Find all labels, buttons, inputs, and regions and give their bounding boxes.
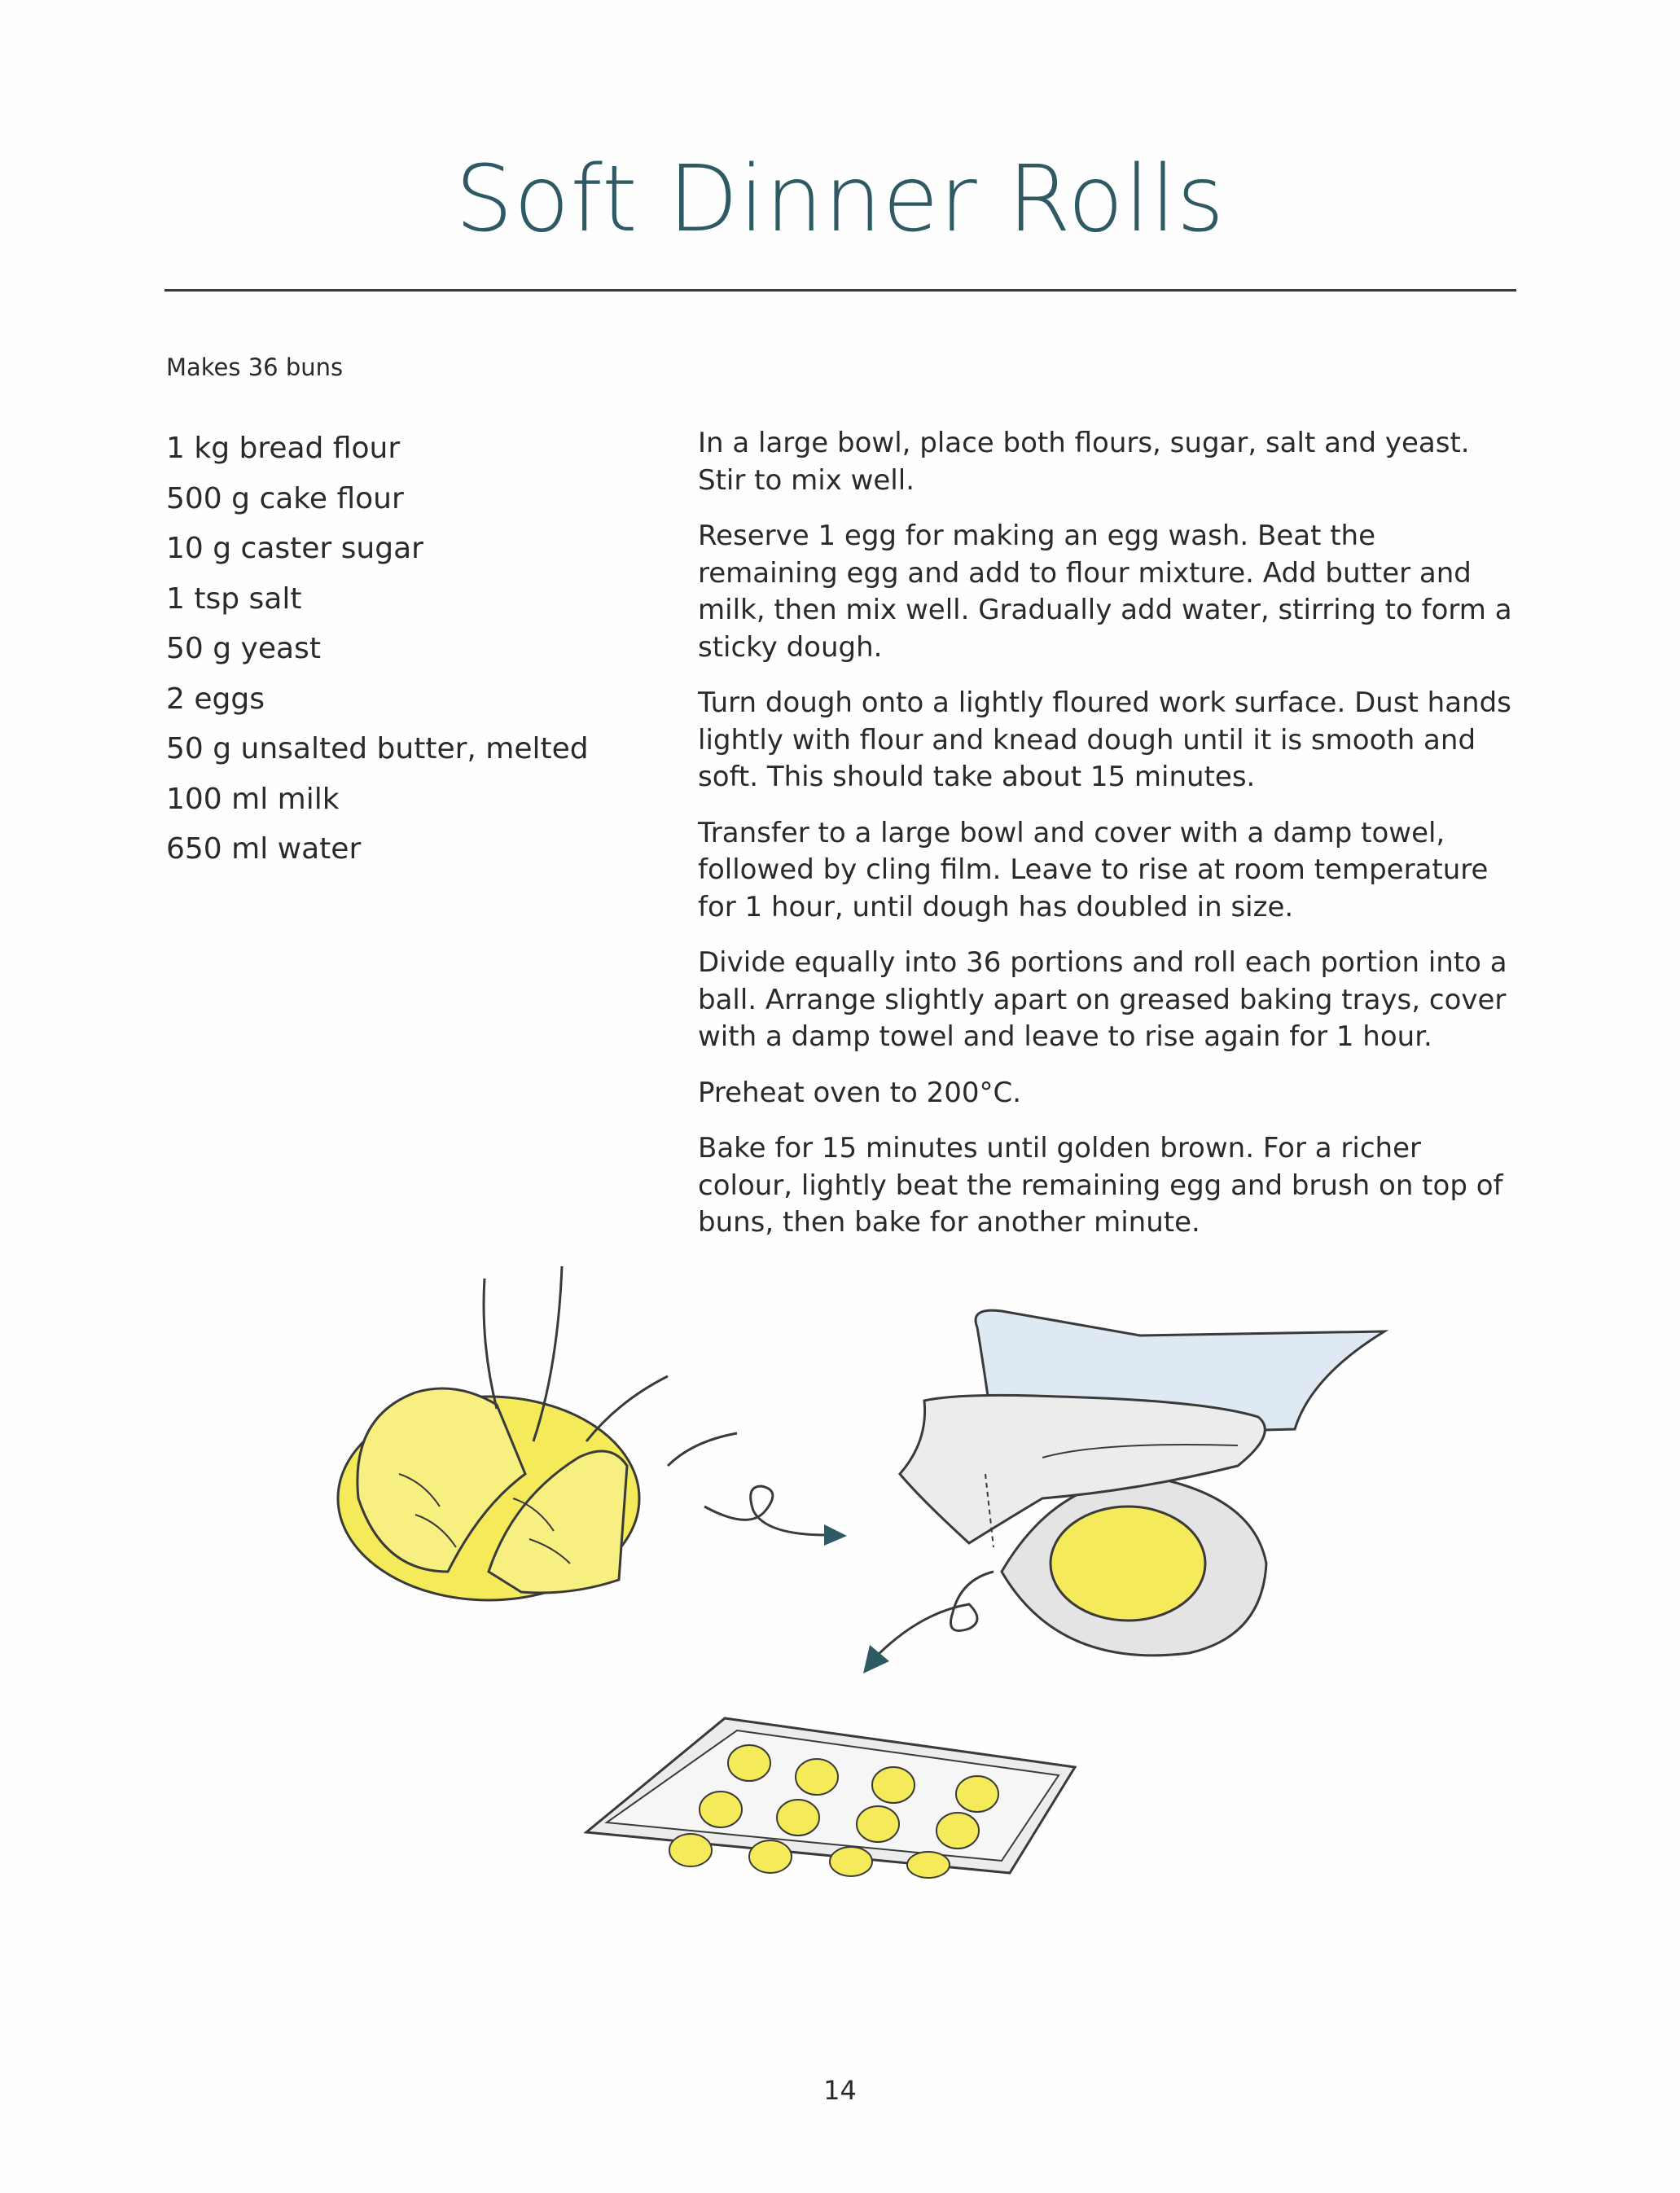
baking-tray-drawing [586,1718,1075,1878]
page-number: 14 [823,2075,857,2106]
ingredient-item: 1 kg bread flour [166,432,401,465]
ingredient-list [166,423,671,875]
recipe-title: Soft Dinner Rolls [454,147,1226,252]
covered-bowl-drawing [900,1395,1266,1656]
arrow-to-tray [863,1572,994,1673]
kneading-hands-drawing [338,1266,737,1600]
method-step: Transfer to a large bowl and cover with a damp towel, followed by cling film. Leave to rise at room temperature for 1 hour, until dough has doubled in size. [698,816,1489,923]
method-step: In a large bowl, place both flours, sugar, salt and yeast. Stir to mix well. [698,427,1470,497]
ingredient-item: 50 g unsalted butter, melted [166,732,589,765]
ingredient-item: 50 g yeast [166,632,321,665]
title-divider [164,289,1516,292]
arrow-to-bowl [704,1486,847,1546]
recipe-yield: Makes 36 buns [166,353,344,381]
method-step: Divide equally into 36 portions and roll each portion into a ball. Arrange slightly apart on greased baking trays, cover with a damp towel and leave to rise again for 1 hour. [698,946,1507,1053]
method-step: Preheat oven to 200°C. [698,1076,1022,1109]
ingredient-item: 500 g cake flour [166,481,404,515]
ingredient-item: 10 g caster sugar [166,532,423,565]
ingredient-item: 2 eggs [166,682,265,716]
method-steps [698,425,1520,1261]
ingredient-item: 100 ml milk [166,782,340,816]
ingredient-item: 650 ml water [166,832,362,866]
method-step: Bake for 15 minutes until golden brown. For a richer colour, lightly beat the remaining egg and brush on top of buns, then bake for another minute. [698,1132,1503,1239]
recipe-illustration [326,1230,1401,1881]
method-step: Reserve 1 egg for making an egg wash. Beat the remaining egg and add to flour mixture. Add butter and milk, then mix well. Gradually add water, stirring to form a sticky dough. [698,520,1512,664]
ingredient-item: 1 tsp salt [166,581,302,616]
method-step: Turn dough onto a lightly floured work surface. Dust hands lightly with flour and knead dough until it is smooth and soft. This should take about 15 minutes. [698,686,1511,793]
